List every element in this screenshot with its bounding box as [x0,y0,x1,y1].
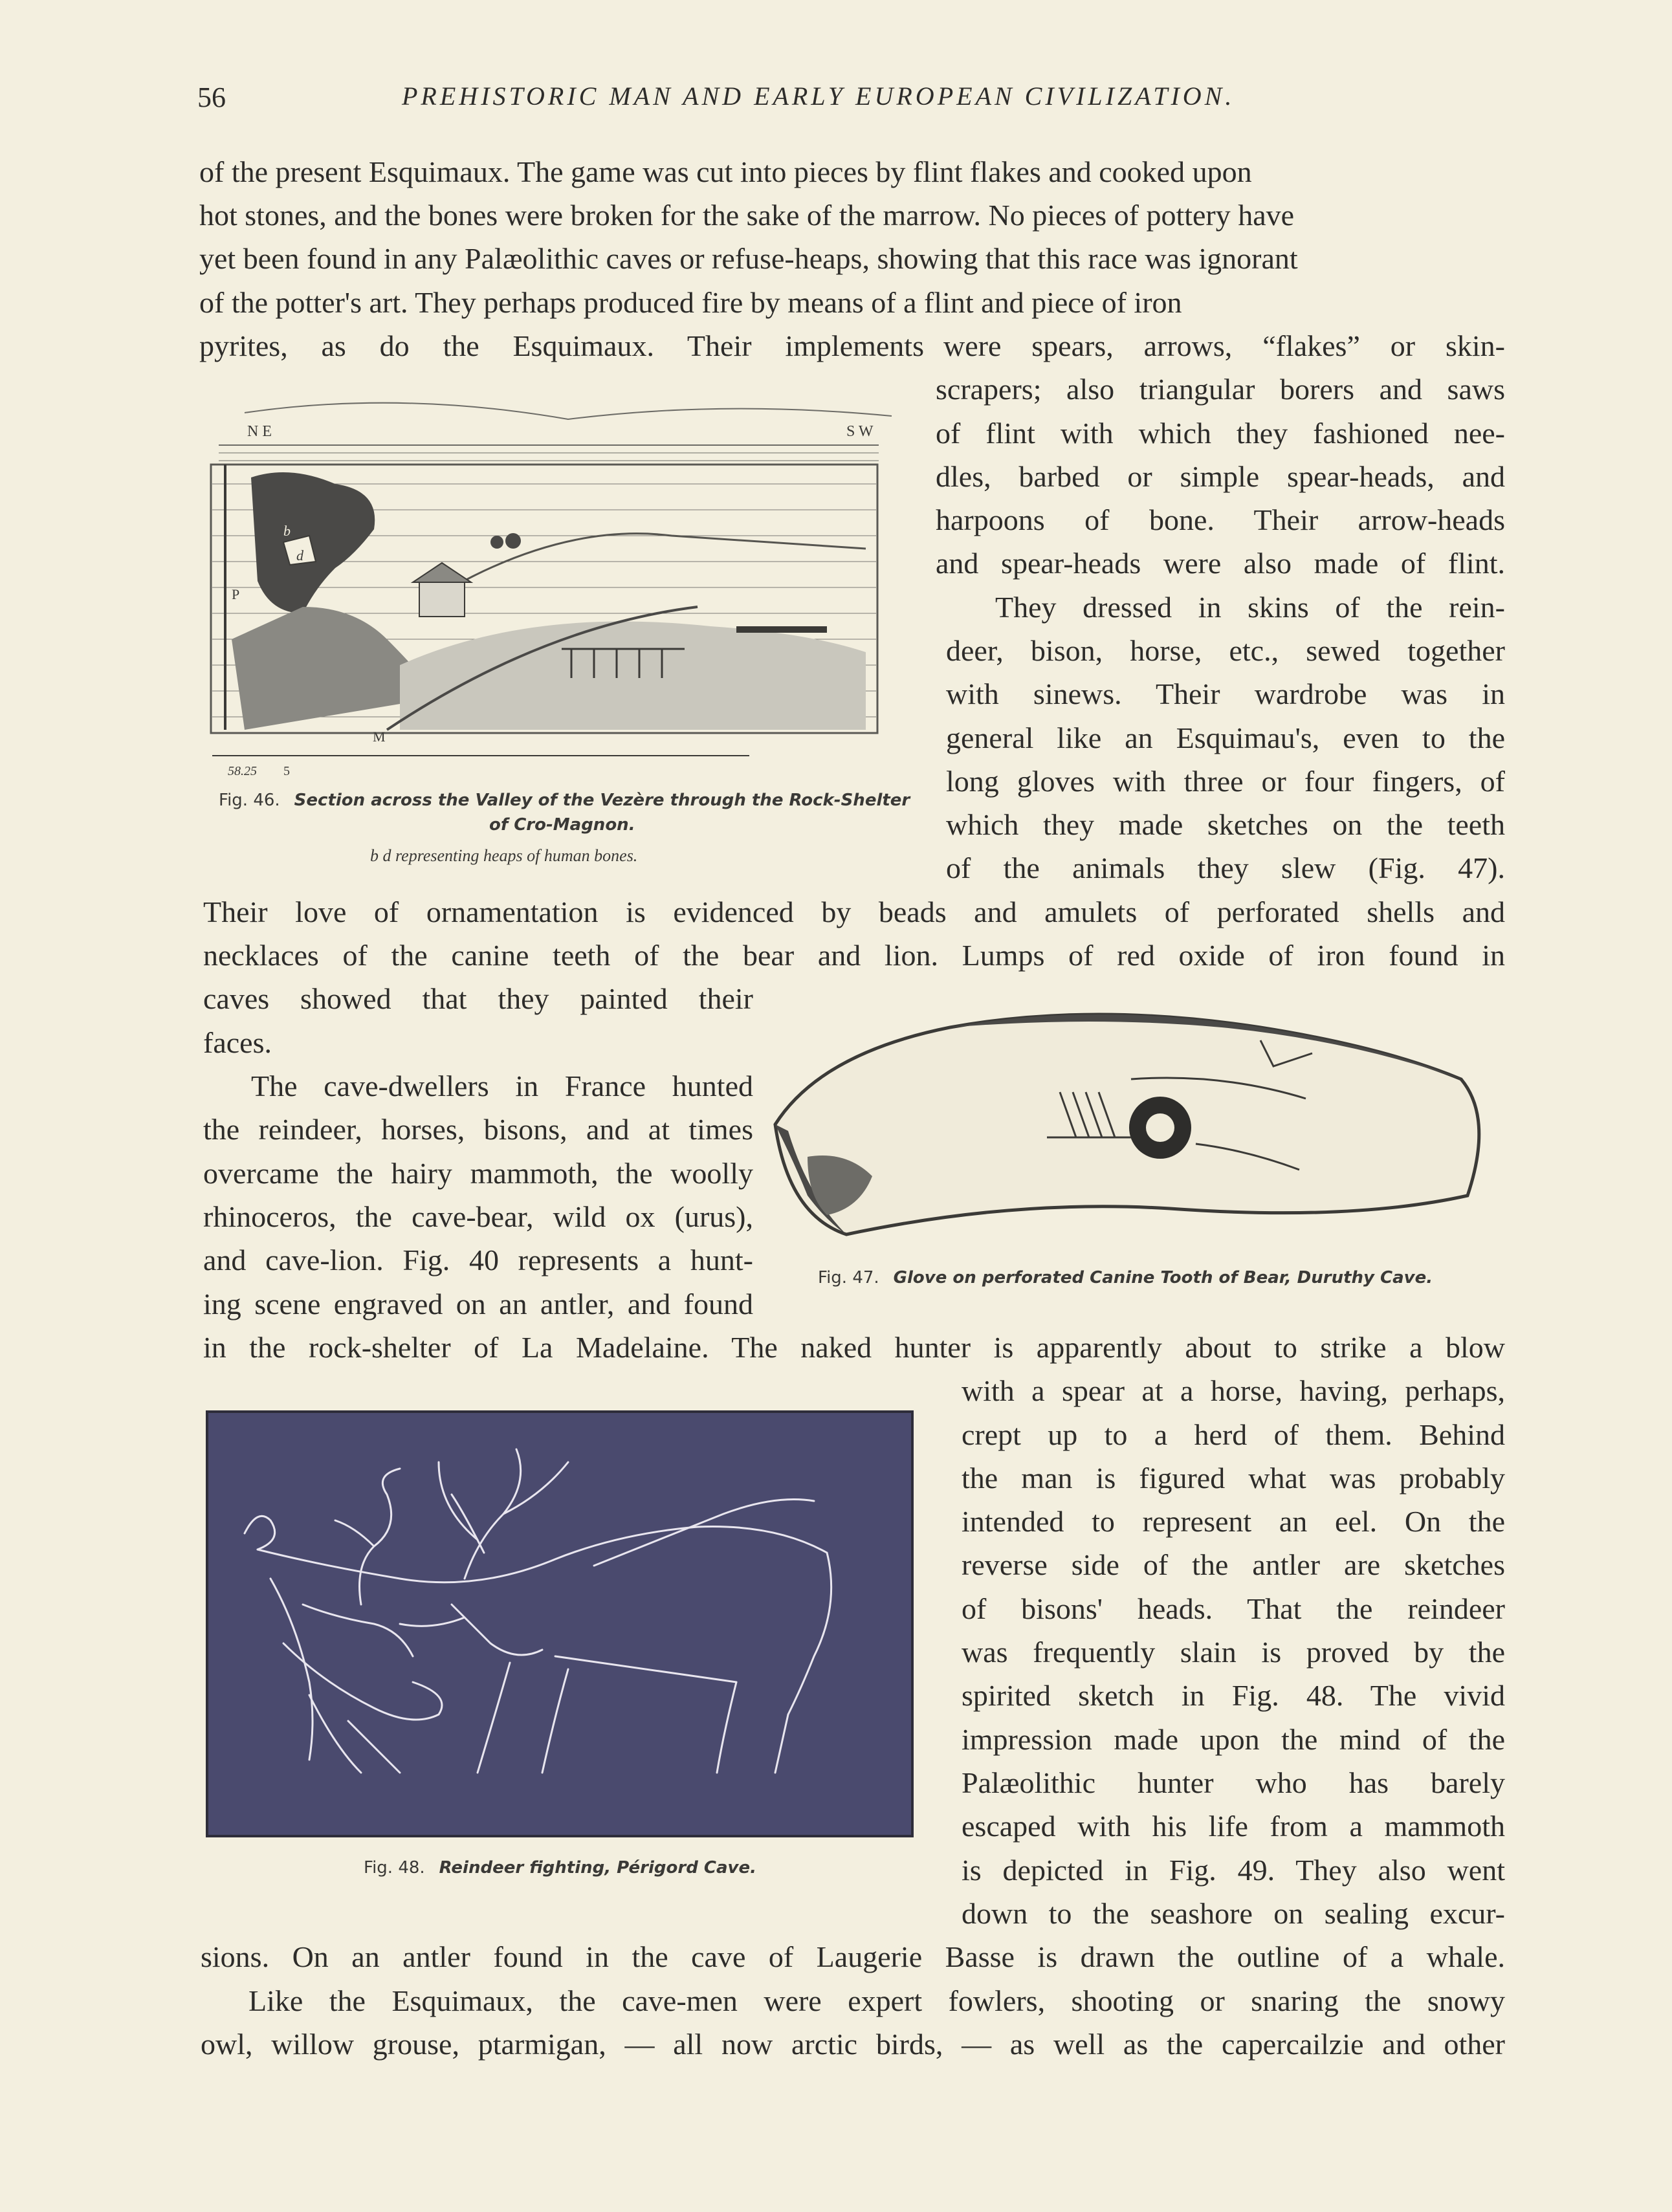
fig46-caption-line2 [489,815,635,835]
body-line: with sinews. Their wardrobe was in [946,677,1505,710]
label-5: 5 [283,764,290,778]
body-line: in the rock-shelter of La Madelaine. The naked hunter is apparently about to strike a blow [203,1331,1505,1364]
body-line: which they made sketches on the teeth [946,808,1505,841]
fig48-number: Fig. 48. [364,1858,425,1878]
body-line: necklaces of the canine teeth of the bear and lion. Lumps of red oxide of iron found in [203,939,1505,972]
body-line: scrapers; also triangular borers and saws [936,373,1505,406]
body-line: of the present Esquimaux. The game was cut into pieces by flint flakes and cooked upon [199,155,1252,188]
body-line: spirited sketch in Fig. 48. The vivid [962,1679,1505,1712]
body-line: owl, willow grouse, ptarmigan, — all now arctic birds, — as well as the capercailzie and other [201,2028,1505,2061]
body-line: general like an Esquimau's, even to the [946,721,1505,754]
body-line: ing scene engraved on an antler, and found [203,1287,753,1320]
body-line: sions. On an antler found in the cave of Laugerie Basse is drawn the outline of a whale. [201,1940,1505,1973]
label-m: M [373,728,386,745]
body-line: Like the Esquimaux, the cave-men were expert fowlers, shooting or snaring the snowy [248,1984,1505,2017]
body-line: The cave-dwellers in France hunted [251,1069,753,1102]
body-line: reverse side of the antler are sketches [962,1548,1505,1581]
body-line: down to the seashore on sealing excur- [962,1897,1505,1930]
label-b: b [283,523,291,539]
body-line: intended to represent an eel. On the [962,1505,1505,1538]
fig48-title: Reindeer fighting, Périgord Cave. [439,1858,756,1878]
body-line: of the animals they slew (Fig. 47). [946,851,1505,884]
body-line: They dressed in skins of the rein- [995,591,1505,624]
body-line: is depicted in Fig. 49. They also went [962,1854,1505,1887]
body-line: impression made upon the mind of the [962,1723,1505,1756]
fig48-caption [364,1858,756,1878]
body-line: was frequently slain is proved by the [962,1636,1505,1669]
body-line: Palæolithic hunter who has barely [962,1766,1505,1799]
fig46-title-cont: of Cro-Magnon. [489,815,635,835]
fig46-subcaption: b d representing heaps of human bones. [370,846,638,865]
body-line: the reindeer, horses, bisons, and at times [203,1113,753,1146]
figure-48 [206,1410,918,1889]
body-line: harpoons of bone. Their arrow-heads [936,503,1505,536]
label-ne: N E [247,423,272,440]
fig46-caption [219,791,910,810]
body-line: faces. [203,1026,272,1059]
body-line: and cave-lion. Fig. 40 represents a hunt- [203,1243,753,1276]
body-line: overcame the hairy mammoth, the woolly [203,1157,753,1190]
body-line: caves showed that they painted their [203,982,753,1015]
fig46-number: Fig. 46. [219,791,280,810]
body-line: with a spear at a horse, having, perhaps, [962,1374,1505,1407]
body-line: were spears, arrows, “flakes” or skin- [943,329,1505,362]
body-line: of flint with which they fashioned nee- [936,417,1505,450]
running-title: PREHISTORIC MAN AND EARLY EUROPEAN CIVILIZATION. [402,82,1235,111]
page-number: 56 [197,82,226,113]
figure-46 [206,393,918,872]
reindeer-fighting-illustration [206,1410,914,1837]
page-header [197,81,1466,120]
body-line: Their love of ornamentation is evidenced by beads and amulets of perforated shells and [203,895,1505,928]
body-line: hot stones, and the bones were broken for the sake of the marrow. No pieces of pottery have [199,199,1295,232]
label-sw: S W [846,423,874,440]
label-p: P [232,586,240,602]
body-line: rhinoceros, the cave-bear, wild ox (urus), [203,1200,753,1233]
body-line: escaped with his life from a mammoth [962,1810,1505,1843]
perforated-tooth-illustration [769,1002,1487,1247]
label-d: d [296,547,303,564]
body-line: crept up to a herd of them. Behind [962,1418,1505,1451]
body-line: long gloves with three or four fingers, of [946,765,1505,798]
body-line: of the potter's art. They perhaps produced fire by means of a flint and piece of iron [199,286,1182,319]
fig47-title: Glove on perforated Canine Tooth of Bear, Duruthy Cave. [893,1268,1433,1287]
label-scale: 58.25 [228,764,257,778]
valley-section-illustration [206,393,918,782]
body-line: yet been found in any Palæolithic caves or refuse-heaps, showing that this race was ignorant [199,242,1298,275]
body-line: pyrites, as do the Esquimaux. Their implements [199,329,924,362]
body-line: of bisons' heads. That the reindeer [962,1592,1505,1625]
fig47-caption [818,1268,1433,1287]
fig47-number: Fig. 47. [818,1268,879,1287]
body-line: the man is figured what was probably [962,1462,1505,1495]
figure-47 [769,1002,1487,1299]
body-line: deer, bison, horse, etc., sewed together [946,634,1505,667]
body-line: dles, barbed or simple spear-heads, and [936,460,1505,493]
body-line: and spear-heads were also made of flint. [936,547,1505,580]
fig46-title: Section across the Valley of the Vezère through the Rock-Shelter [294,791,910,810]
